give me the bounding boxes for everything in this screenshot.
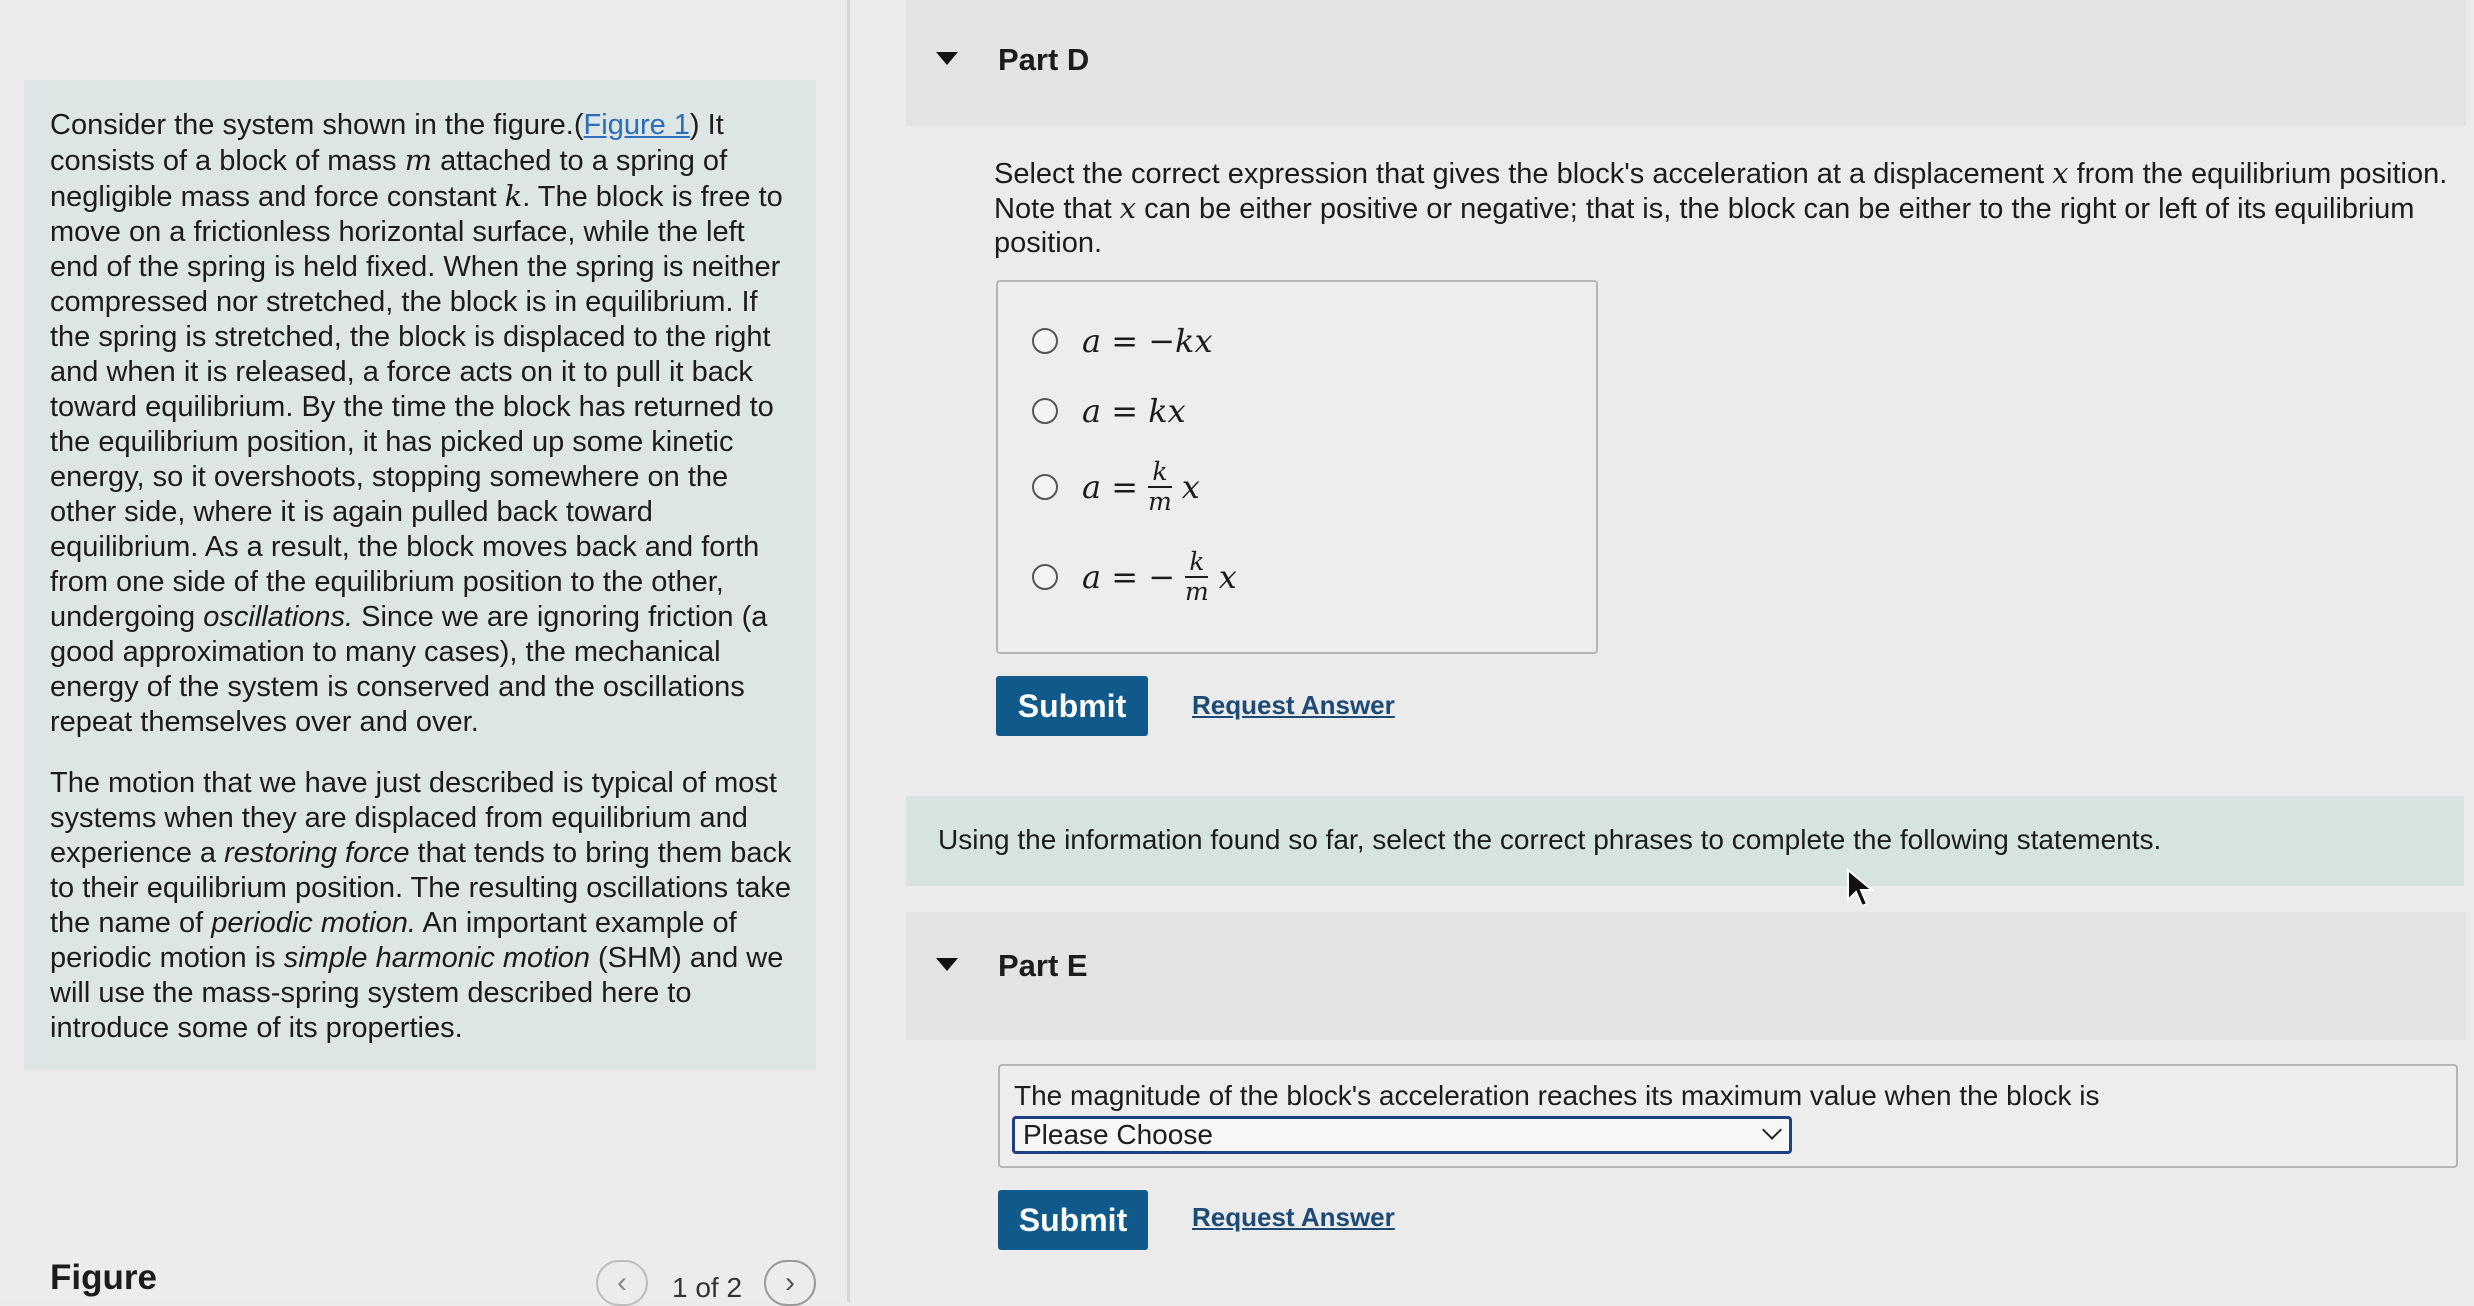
part-e-header[interactable] bbox=[906, 912, 2466, 1040]
mouse-cursor-icon bbox=[1846, 868, 1874, 908]
part-d-title: Part D bbox=[998, 42, 1090, 77]
info-banner: Using the information found so far, select the correct phrases to complete the following statements. bbox=[906, 796, 2464, 886]
left-column bbox=[0, 0, 850, 1302]
choice-1-expression: a = −kx bbox=[1082, 322, 1213, 360]
select-value: Please Choose bbox=[1023, 1119, 1213, 1150]
choice-1[interactable] bbox=[1032, 322, 1212, 360]
var-m: m bbox=[404, 143, 433, 177]
part-d-question: Select the correct expression that gives the block's acceleration at a displacement x from the equilibrium position. Note that x can be either positive or negative; that is, the block can be either to the right or left of its equilibrium position. bbox=[994, 156, 2448, 259]
choice-3-expression: a = $\frac{k}{m}$ x bbox=[1082, 457, 1200, 516]
radio-button[interactable] bbox=[1032, 328, 1058, 354]
choice-3[interactable] bbox=[1032, 458, 1200, 516]
part-e-title: Part E bbox=[998, 948, 1088, 983]
figure-count: 1 of 2 bbox=[672, 1272, 743, 1303]
intro-paragraph-1: Consider the system shown in the figure.(Figure 1) It consists of a block of mass m attached to a spring of negligible mass and force constant k. The block is free to move on a frictionless horizontal surface, while the left end of the spring is held fixed. When the spring is neither compressed nor stretched, the block is in equilibrium. If the spring is stretched, the block is displaced to the right and when it is released, a force acts on it to pull it back toward equilibrium. By the time the block has returned to the equilibrium position, it has picked up some kinetic energy, so it overshoots, stopping somewhere on the other side, where it is again pulled back toward equilibrium. As a result, the block moves back and forth from one side of the equilibrium position to the other, undergoing oscillations. Since we are ignoring friction (a good approximation to many cases), the mechanical energy of the system is conserved and the oscillations repeat themselves over and over. bbox=[50, 109, 783, 738]
statement-box bbox=[998, 1064, 2458, 1168]
column-divider bbox=[847, 0, 850, 1302]
statement-text: The magnitude of the block's acceleration reaches its maximum value when the block is bbox=[1014, 1080, 2100, 1111]
figure-1-link[interactable]: Figure 1 bbox=[583, 109, 690, 141]
please-choose-select[interactable] bbox=[1012, 1116, 1792, 1154]
chevron-down-icon bbox=[1762, 1120, 1782, 1140]
part-e-request-answer-link[interactable]: Request Answer bbox=[1192, 1202, 1395, 1232]
chevron-left-icon: ‹ bbox=[617, 1266, 627, 1299]
choice-4-expression: a = − $\frac{k}{m}$ x bbox=[1082, 547, 1237, 606]
answer-choices bbox=[996, 280, 1598, 654]
figure-prev-button[interactable] bbox=[596, 1260, 648, 1306]
figure-label: Figure bbox=[50, 1258, 157, 1297]
intro-panel bbox=[24, 80, 816, 1070]
radio-button[interactable] bbox=[1032, 474, 1058, 500]
collapse-triangle-icon[interactable] bbox=[936, 958, 958, 971]
part-d-submit-button[interactable]: Submit bbox=[996, 676, 1148, 736]
choice-2-expression: a = kx bbox=[1082, 392, 1186, 430]
part-d-header[interactable] bbox=[906, 0, 2466, 126]
part-d-request-answer-link[interactable]: Request Answer bbox=[1192, 690, 1395, 720]
choice-2[interactable] bbox=[1032, 392, 1186, 430]
intro-paragraph-2: The motion that we have just described is typical of most systems when they are displaced from equilibrium and experience a restoring force that tends to bring them back to their equilibrium position. The resulting oscillations take the name of periodic motion. An important example of periodic motion is simple harmonic motion (SHM) and we will use the mass-spring system described here to introduce some of its properties. bbox=[50, 767, 792, 1044]
choice-4[interactable] bbox=[1032, 548, 1237, 606]
chevron-right-icon: › bbox=[785, 1266, 795, 1299]
radio-button[interactable] bbox=[1032, 564, 1058, 590]
collapse-triangle-icon[interactable] bbox=[936, 52, 958, 65]
var-k: k bbox=[504, 179, 523, 213]
figure-next-button[interactable] bbox=[764, 1260, 816, 1306]
radio-button[interactable] bbox=[1032, 398, 1058, 424]
part-e-submit-button[interactable]: Submit bbox=[998, 1190, 1148, 1250]
